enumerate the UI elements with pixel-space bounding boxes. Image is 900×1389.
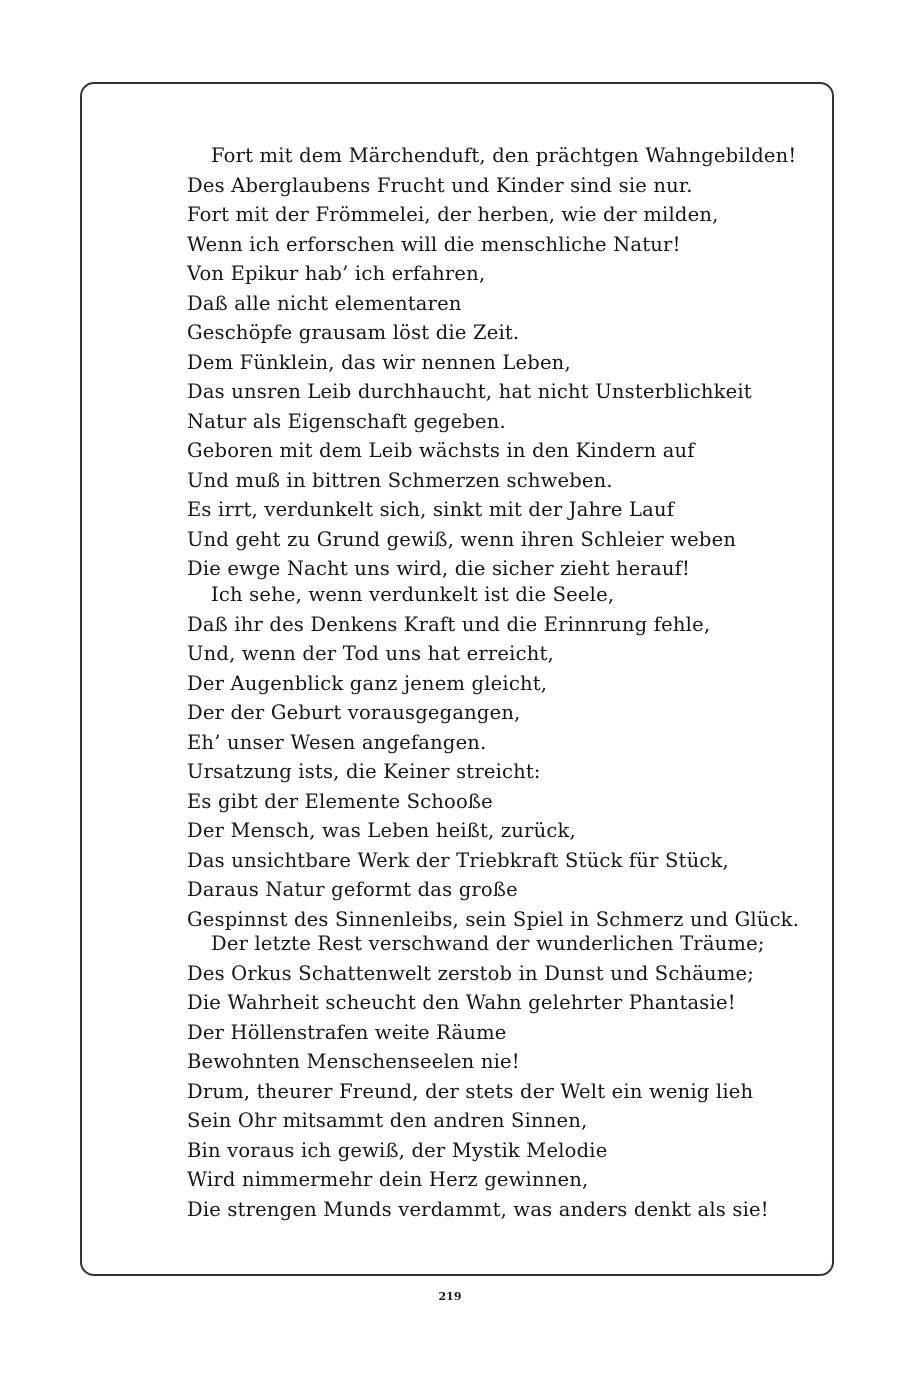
poem-line: Des Aberglaubens Frucht und Kinder sind sie nur.	[187, 173, 693, 197]
page-number: 219	[438, 1290, 462, 1303]
poem-line: Gespinnst des Sinnenleibs, sein Spiel in Schmerz und Glück.	[187, 907, 800, 931]
poem-line: Die Wahrheit scheucht den Wahn gelehrter Phantasie!	[187, 991, 736, 1014]
poem-line: Und muß in bittren Schmerzen schweben.	[187, 468, 613, 492]
poem-line: Natur als Eigenschaft gegeben.	[187, 409, 506, 433]
poem-line: Drum, theurer Freund, der stets der Welt ein wenig lieh	[187, 1079, 754, 1103]
poem-line: Der der Geburt vorausgegangen,	[187, 701, 521, 724]
poem-line: Und, wenn der Tod uns hat erreicht,	[187, 642, 554, 665]
poem-line: Es irrt, verdunkelt sich, sinkt mit der Jahre Lauf	[187, 498, 675, 521]
poem-line: Die strengen Munds verdammt, was anders denkt als sie!	[187, 1197, 769, 1221]
poem-stanza-1	[187, 141, 807, 584]
poem-line: Der Augenblick ganz jenem gleicht,	[187, 671, 548, 695]
poem-stanza-3	[187, 929, 807, 1224]
poem-line: Bewohnten Menschenseelen nie!	[187, 1050, 520, 1073]
poem-line: Dem Fünklein, das wir nennen Leben,	[187, 350, 571, 374]
poem-line: Das unsren Leib durchhaucht, hat nicht Unsterblichkeit	[187, 380, 752, 403]
poem-line: Geschöpfe grausam löst die Zeit.	[187, 321, 520, 344]
poem-line: Wird nimmermehr dein Herz gewinnen,	[187, 1168, 589, 1191]
poem-line: Ursatzung ists, die Keiner streicht:	[187, 760, 541, 783]
poem-line: Und geht zu Grund gewiß, wenn ihren Schleier weben	[187, 527, 737, 551]
poem-line: Es gibt der Elemente Schooße	[187, 789, 493, 813]
poem-line: Der Mensch, was Leben heißt, zurück,	[187, 819, 576, 842]
poem-line: Daß ihr des Denkens Kraft und die Erinnrung fehle,	[187, 612, 711, 636]
poem-line: Die ewge Nacht uns wird, die sicher zieht herauf!	[187, 557, 691, 580]
poem-stanza-2	[187, 580, 807, 934]
poem-line: Ich sehe, wenn verdunkelt ist die Seele,	[211, 583, 615, 606]
poem-line: Der letzte Rest verschwand der wunderlichen Träume;	[211, 932, 765, 955]
poem-line: Sein Ohr mitsammt den andren Sinnen,	[187, 1109, 588, 1132]
poem-line: Daraus Natur geformt das große	[187, 878, 518, 901]
poem-line: Wenn ich erforschen will die menschliche Natur!	[187, 232, 681, 256]
poem-line: Fort mit der Frömmelei, der herben, wie der milden,	[187, 203, 719, 226]
poem-line: Von Epikur hab’ ich erfahren,	[187, 262, 486, 285]
poem-line: Des Orkus Schattenwelt zerstob in Dunst und Schäume;	[187, 961, 755, 985]
poem-line: Fort mit dem Märchenduft, den prächtgen Wahngebilden!	[211, 144, 797, 167]
poem-line: Geboren mit dem Leib wächsts in den Kindern auf	[187, 439, 695, 462]
poem-line: Der Höllenstrafen weite Räume	[187, 1020, 507, 1044]
poem-line: Eh’ unser Wesen angefangen.	[187, 730, 487, 754]
poem-line: Das unsichtbare Werk der Triebkraft Stück für Stück,	[187, 848, 729, 872]
poem-line: Daß alle nicht elementaren	[187, 291, 462, 315]
poem-line: Bin voraus ich gewiß, der Mystik Melodie	[187, 1138, 608, 1162]
